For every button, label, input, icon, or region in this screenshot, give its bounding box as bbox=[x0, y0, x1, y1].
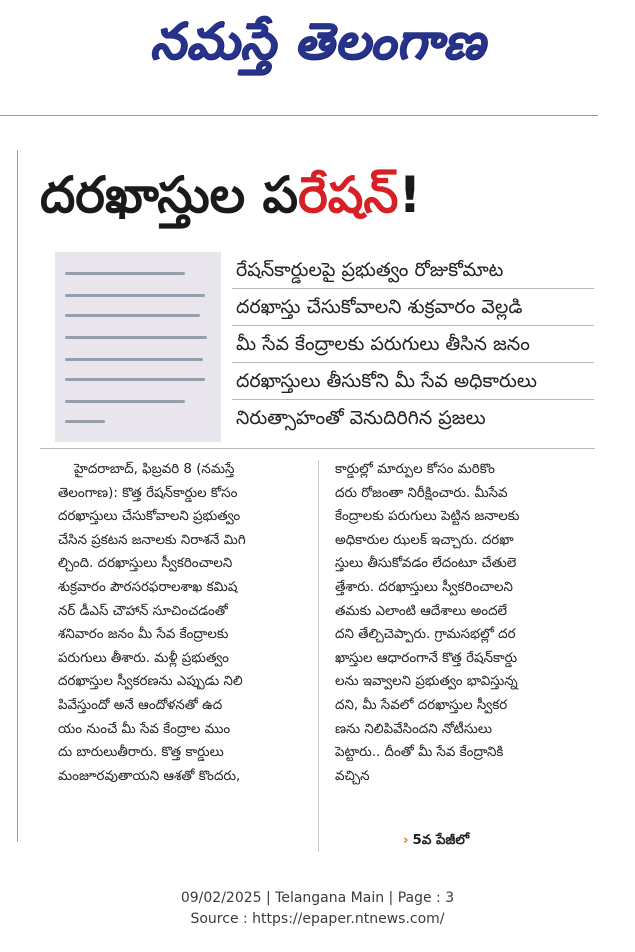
body-line: కేంద్రాలకు పరుగులు పెట్టిన జనాలకు bbox=[335, 509, 520, 525]
continued-label: 5వ పేజీలో bbox=[412, 833, 470, 848]
body-line: దు బారులుతీరారు. కొత్త కార్డులు bbox=[58, 745, 224, 761]
body-line: దరు రోజంతా నిరీక్షించారు. మీసేవ bbox=[335, 485, 508, 501]
body-line: ల్చింది. దరఖాస్తులు స్వీకరించాలని bbox=[58, 556, 233, 572]
article-column-right bbox=[335, 458, 593, 788]
body-line: చేసిన ప్రకటన జనాలకు నిరాశనే మిగి bbox=[58, 532, 246, 548]
body-line: పరుగులు తీశారు. మళ్లీ ప్రభుత్వం bbox=[58, 650, 229, 666]
headline-part-2: రేషన్ bbox=[298, 166, 399, 224]
article-headline bbox=[40, 160, 600, 230]
body-divider bbox=[40, 448, 595, 449]
body-line: దరఖాస్తుల స్వీకరణను ఎప్పుడు నిలి bbox=[58, 674, 243, 690]
body-line: కార్డుల్లో మార్పుల కోసం మరికొం bbox=[335, 462, 495, 477]
body-line: దని, మీ సేవలో దరఖాస్తుల స్వీకర bbox=[335, 697, 508, 713]
footer-date-line: 09/02/2025 | Telangana Main | Page : 3 bbox=[180, 890, 455, 906]
body-line: పెట్టారు.. దీంతో మీ సేవ కేంద్రానికి bbox=[335, 745, 504, 761]
top-rule bbox=[0, 115, 598, 116]
chevron-right-icon: › bbox=[403, 833, 409, 848]
body-line: అధికారుల ఝలక్ ఇచ్చారు. దరఖా bbox=[335, 532, 514, 548]
body-line: దని తేల్చిచెప్పారు. గ్రామసభల్లో దర bbox=[335, 627, 516, 643]
footer-source-link[interactable]: Source : https://epaper.ntnews.com/ bbox=[190, 911, 445, 927]
body-line: హైదరాబాద్, ఫిబ్రవరి 8 (నమస్తే bbox=[74, 462, 235, 477]
left-vertical-rule bbox=[17, 150, 18, 842]
newspaper-logo: నమస్తే తెలంగాణ bbox=[149, 12, 486, 70]
body-line: మంజూరవుతాయని ఆశతో కొందరు, bbox=[58, 768, 241, 784]
deck-line: దరఖాస్తు చేసుకోవాలని శుక్రవారం వెల్లడి bbox=[232, 289, 594, 326]
headline-part-1: దరఖాస్తుల ప bbox=[40, 166, 299, 224]
body-line: నర్ డీఎస్ చౌహాన్ సూచించడంతో bbox=[58, 603, 228, 619]
deck-line: రేషన్‌కార్డులపై ప్రభుత్వం రోజుకోమాట bbox=[232, 252, 594, 289]
body-line: స్తులు తీసుకోవడం లేదంటూ చేతులె bbox=[335, 556, 517, 572]
body-line: త్తేశారు. దరఖాస్తులు స్వీకరించాలని bbox=[335, 579, 513, 595]
deck-line: నిరుత్సాహంతో వెనుదిరిగిన ప్రజలు bbox=[236, 407, 486, 429]
body-line: యం నుంచే మీ సేవ కేంద్రాల ముం bbox=[58, 721, 231, 737]
body-line: పివేస్తుందో అనే ఆందోళనతో ఉద bbox=[58, 697, 223, 713]
body-line: వచ్చిన bbox=[335, 768, 370, 784]
body-line: శనివారం జనం మీ సేవ కేంద్రాలకు bbox=[58, 627, 229, 643]
article-column-left bbox=[58, 458, 310, 788]
column-separator bbox=[318, 460, 319, 852]
body-line: శుక్రవారం పౌరసరఫరాలశాఖ కమిష bbox=[58, 579, 238, 595]
continued-on-page[interactable] bbox=[403, 829, 469, 853]
deck-line: మీ సేవ కేంద్రాలకు పరుగులు తీసిన జనం bbox=[232, 326, 594, 363]
headline-part-3: ! bbox=[398, 166, 422, 224]
subheadline-deck bbox=[232, 252, 594, 436]
body-line: లను ఇవ్వాలని ప్రభుత్వం భావిస్తున్న bbox=[335, 674, 518, 690]
body-line: తమకు ఎలాంటి ఆదేశాలు అందలే bbox=[335, 603, 508, 619]
body-line: తెలంగాణ): కొత్త రేషన్‌కార్డుల కోసం bbox=[58, 485, 238, 501]
body-line: దరఖాస్తులు చేసుకోవాలని ప్రభుత్వం bbox=[58, 509, 241, 525]
body-line: ఖాస్తుల ఆధారంగానే కొత్త రేషన్‌కార్డు bbox=[335, 650, 518, 666]
masthead bbox=[0, 0, 635, 90]
deck-line: దరఖాస్తులు తీసుకోని మీ సేవ అధికారులు bbox=[232, 363, 594, 400]
notice-photo bbox=[55, 252, 221, 442]
body-line: ణను నిలిపివేసిందని నోటీసులు bbox=[335, 721, 493, 737]
